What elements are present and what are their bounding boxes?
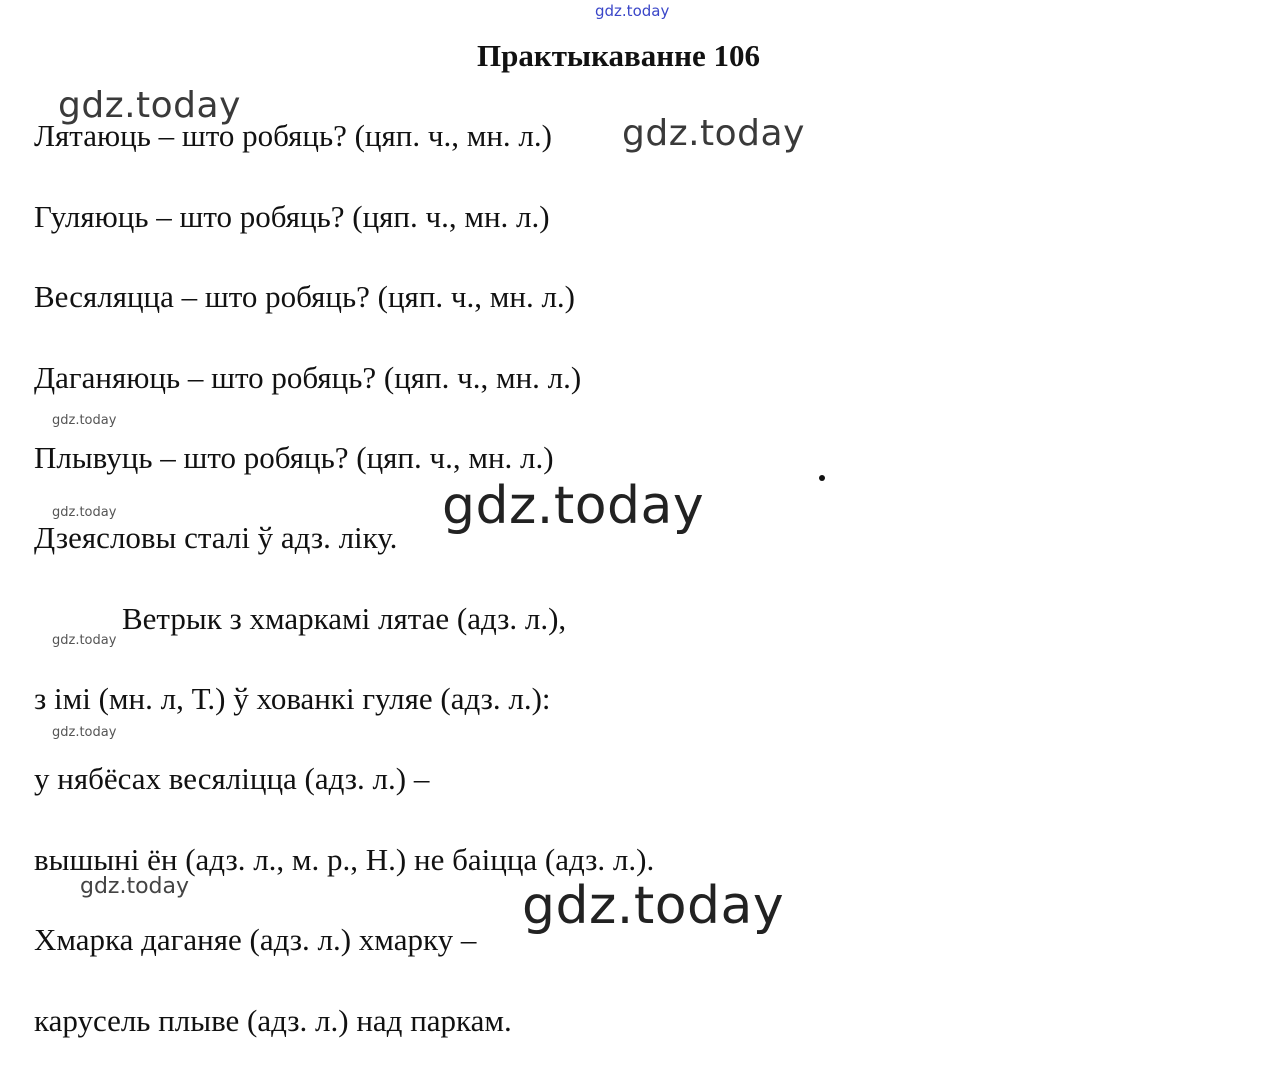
watermark: gdz.today [52,633,117,648]
poem-line-6: карусель плыве (адз. л.) над паркам. [34,1003,512,1038]
watermark-top: gdz.today [595,2,670,20]
text-line-6: Дзеясловы сталі ў адз. ліку. [34,520,398,555]
watermark-large: gdz.today [522,876,785,936]
poem-line-3: у нябёсах весяліцца (адз. л.) – [34,761,430,796]
watermark: gdz.today [622,113,805,154]
watermark: gdz.today [52,505,117,520]
watermark: gdz.today [52,725,117,740]
poem-line-2: з імі (мн. л, Т.) ў хованкі гуляе (адз. л.): [34,681,551,716]
dot-mark [819,475,825,481]
watermark: gdz.today [80,874,190,899]
watermark-large: gdz.today [442,476,705,536]
text-line-1: Лятаюць – што робяць? (цяп. ч., мн. л.) [34,118,552,153]
watermark: gdz.today [52,413,117,428]
text-line-5: Плывуць – што робяць? (цяп. ч., мн. л.) [34,440,554,475]
poem-line-1: Ветрык з хмаркамі лятае (адз. л.), [122,601,567,636]
watermark: gdz.today [58,85,241,126]
poem-line-5: Хмарка даганяе (адз. л.) хмарку – [34,922,477,957]
text-line-2: Гуляюць – што робяць? (цяп. ч., мн. л.) [34,199,550,234]
text-line-3: Весяляцца – што робяць? (цяп. ч., мн. л.) [34,279,576,314]
poem-line-4: вышыні ён (адз. л., м. р., Н.) не баіцца (адз. л.). [34,842,655,877]
page-title: Практыкаванне 106 [476,38,760,73]
text-line-4: Даганяюць – што робяць? (цяп. ч., мн. л.) [34,360,582,395]
